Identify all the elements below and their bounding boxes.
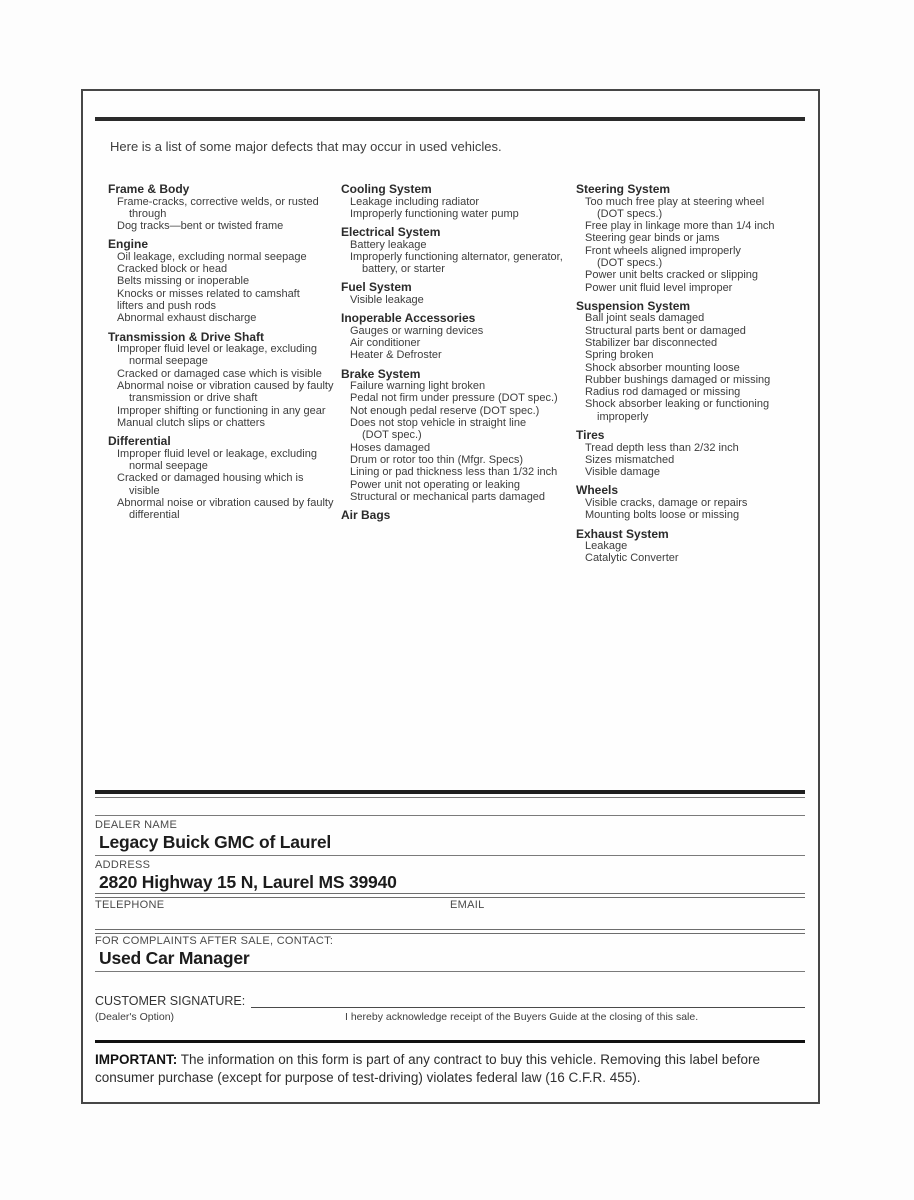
defect-item: Structural or mechanical parts damaged: [350, 490, 546, 503]
divider: [95, 971, 805, 972]
defect-item: Oil leakage, excluding normal seepage: [117, 250, 307, 263]
defect-item: Power unit fluid level improper: [585, 281, 733, 294]
defect-item: Front wheels aligned improperly: [585, 244, 741, 257]
defect-section-title: Electrical System: [341, 225, 441, 240]
dealer-name-label: DEALER NAME: [95, 819, 178, 831]
defect-section-title: Inoperable Accessories: [341, 311, 476, 326]
defect-item: Radius rod damaged or missing: [585, 386, 741, 399]
important-label: IMPORTANT:: [95, 1052, 178, 1067]
defect-section-title: Transmission & Drive Shaft: [108, 329, 265, 344]
defect-section: [576, 528, 804, 565]
defect-item: Knocks or misses related to camshaft: [117, 287, 300, 300]
defect-item: Free play in linkage more than 1/4 inch: [585, 220, 775, 233]
defect-item-continuation: (DOT specs.): [597, 207, 663, 220]
defect-section-title: Wheels: [576, 483, 619, 498]
defect-item: Abnormal noise or vibration caused by faulty: [117, 380, 334, 393]
customer-signature-row: [95, 993, 805, 1008]
form-top-thick-rule: [95, 790, 805, 794]
important-top-rule: [95, 1040, 805, 1043]
defect-item: Improperly functioning alternator, generator,: [350, 250, 563, 263]
defect-column-1: [108, 183, 338, 528]
defect-section-title: Suspension System: [576, 298, 691, 313]
customer-signature-label: CUSTOMER SIGNATURE:: [95, 994, 246, 1008]
defect-section-title: Brake System: [341, 366, 421, 381]
defect-item: Improper fluid level or leakage, excluding: [117, 343, 317, 356]
defect-item-continuation: (DOT spec.): [362, 429, 422, 442]
defect-item: Frame-cracks, corrective welds, or rusted: [117, 195, 319, 208]
defect-item: Cracked block or head: [117, 263, 228, 276]
important-notice: [95, 1051, 801, 1087]
defect-columns: [83, 183, 818, 683]
defect-section-title: Engine: [108, 237, 149, 252]
address-label: ADDRESS: [95, 859, 151, 871]
customer-signature-line[interactable]: [251, 993, 805, 1008]
defect-item: Steering gear binds or jams: [585, 232, 720, 245]
defect-section-title: Steering System: [576, 182, 671, 196]
defect-column-3: [576, 183, 804, 571]
defect-item: Structural parts bent or damaged: [585, 324, 746, 337]
defect-item: Cracked or damaged case which is visible: [117, 367, 322, 380]
defect-section-title: Tires: [576, 428, 605, 443]
defect-item: Leakage including radiator: [350, 195, 480, 208]
defect-item: Power unit not operating or leaking: [350, 478, 520, 491]
defect-item: Improper fluid level or leakage, excluding: [117, 447, 317, 460]
defects-intro-text: Here is a list of some major defects that may occur in used vehicles.: [110, 139, 502, 154]
defect-section: [108, 238, 338, 324]
defect-item: Too much free play at steering wheel: [585, 195, 765, 208]
defect-item: Battery leakage: [350, 238, 427, 251]
email-label: EMAIL: [450, 899, 485, 911]
defect-section: [341, 183, 573, 220]
defect-item: Lining or pad thickness less than 1/32 inch: [350, 466, 558, 479]
defect-item: Improper shifting or functioning in any gear: [117, 404, 326, 417]
defect-item: Hoses damaged: [350, 441, 431, 454]
defect-section: [341, 226, 573, 275]
divider-double: [95, 893, 805, 898]
defect-item-continuation: differential: [129, 509, 180, 522]
defect-item-continuation: through: [129, 207, 167, 220]
defect-item: Pedal not firm under pressure (DOT spec.): [350, 392, 558, 405]
defect-item: Manual clutch slips or chatters: [117, 416, 265, 429]
defect-item: Does not stop vehicle in straight line: [350, 417, 527, 430]
defect-item: Tread depth less than 2/32 inch: [585, 441, 739, 454]
defect-item: Rubber bushings damaged or missing: [585, 373, 771, 386]
defect-item: Shock absorber leaking or functioning: [585, 398, 770, 411]
form-top-sub-rule: [95, 797, 805, 798]
defect-item: Spring broken: [585, 349, 654, 362]
defect-section: [341, 281, 573, 306]
defect-item-continuation: transmission or drive shaft: [129, 392, 258, 405]
defect-item: Shock absorber mounting loose: [585, 361, 740, 374]
defect-item: Power unit belts cracked or slipping: [585, 269, 759, 282]
defect-item: Stabilizer bar disconnected: [585, 336, 718, 349]
defect-item: Catalytic Converter: [585, 552, 679, 565]
defect-section: [341, 509, 573, 522]
defect-section: [576, 484, 804, 521]
important-text: The information on this form is part of any contract to buy this vehicle. Removing this label before consumer purchase (except for purpose of test-driving) violates federal law (16 C.F.R. 455).: [95, 1052, 761, 1085]
top-divider-rule: [95, 117, 805, 121]
defect-section-title: Differential: [108, 434, 171, 449]
defect-item-continuation: normal seepage: [129, 355, 208, 368]
defect-section: [108, 183, 338, 232]
dealer-info-form: [95, 790, 805, 1102]
defect-item: Improperly functioning water pump: [350, 207, 519, 220]
acknowledge-receipt-text: I hereby acknowledge receipt of the Buyers Guide at the closing of this sale.: [345, 1011, 699, 1023]
defect-section: [576, 183, 804, 294]
defect-item: Ball joint seals damaged: [585, 312, 705, 325]
defect-item-continuation: visible: [129, 484, 160, 497]
defect-section: [108, 435, 338, 521]
defect-section: [341, 312, 573, 361]
defect-item: Dog tracks—bent or twisted frame: [117, 220, 284, 233]
address-value: 2820 Highway 15 N, Laurel MS 39940: [99, 872, 397, 892]
defect-item: Mounting bolts loose or missing: [585, 509, 740, 522]
dealer-name-value: Legacy Buick GMC of Laurel: [99, 832, 332, 852]
defect-item: Abnormal noise or vibration caused by faulty: [117, 496, 334, 509]
defect-item: lifters and push rods: [117, 300, 217, 313]
defect-item: Visible leakage: [350, 293, 424, 306]
divider-double: [95, 929, 805, 934]
defect-item-continuation: normal seepage: [129, 460, 208, 473]
defect-item-continuation: (DOT specs.): [597, 256, 663, 269]
defect-item: Drum or rotor too thin (Mfgr. Specs): [350, 453, 523, 466]
buyers-guide-page: [81, 89, 820, 1104]
telephone-label: TELEPHONE: [95, 899, 165, 911]
defect-section-title: Frame & Body: [108, 182, 190, 196]
defect-item: Not enough pedal reserve (DOT spec.): [350, 404, 540, 417]
defect-item: Visible damage: [585, 466, 661, 479]
defect-section-title: Exhaust System: [576, 526, 669, 541]
defect-item-continuation: improperly: [597, 410, 649, 423]
defect-section: [341, 368, 573, 503]
complaints-contact-value: Used Car Manager: [99, 948, 250, 968]
defect-section: [108, 331, 338, 430]
complaints-contact-label: FOR COMPLAINTS AFTER SALE, CONTACT:: [95, 935, 334, 947]
defect-item: Abnormal exhaust discharge: [117, 312, 257, 325]
defect-item: Cracked or damaged housing which is: [117, 472, 304, 485]
defect-item: Air conditioner: [350, 337, 421, 350]
defect-section-title: Fuel System: [341, 280, 412, 295]
divider: [95, 855, 805, 856]
defect-item: Gauges or warning devices: [350, 324, 484, 337]
defect-item: Sizes mismatched: [585, 453, 675, 466]
defect-column-2: [341, 183, 573, 528]
defect-section-title: Cooling System: [341, 182, 432, 196]
defect-item: Failure warning light broken: [350, 380, 486, 393]
defect-item: Visible cracks, damage or repairs: [585, 496, 748, 509]
defect-section: [576, 429, 804, 478]
divider: [95, 815, 805, 816]
defect-item: Belts missing or inoperable: [117, 275, 250, 288]
defect-section: [576, 300, 804, 423]
defect-item-continuation: battery, or starter: [362, 263, 445, 276]
dealers-option-note: (Dealer's Option): [95, 1011, 175, 1023]
defect-item: Heater & Defroster: [350, 349, 442, 362]
defect-section-title: Air Bags: [341, 508, 391, 523]
defect-item: Leakage: [585, 540, 628, 553]
